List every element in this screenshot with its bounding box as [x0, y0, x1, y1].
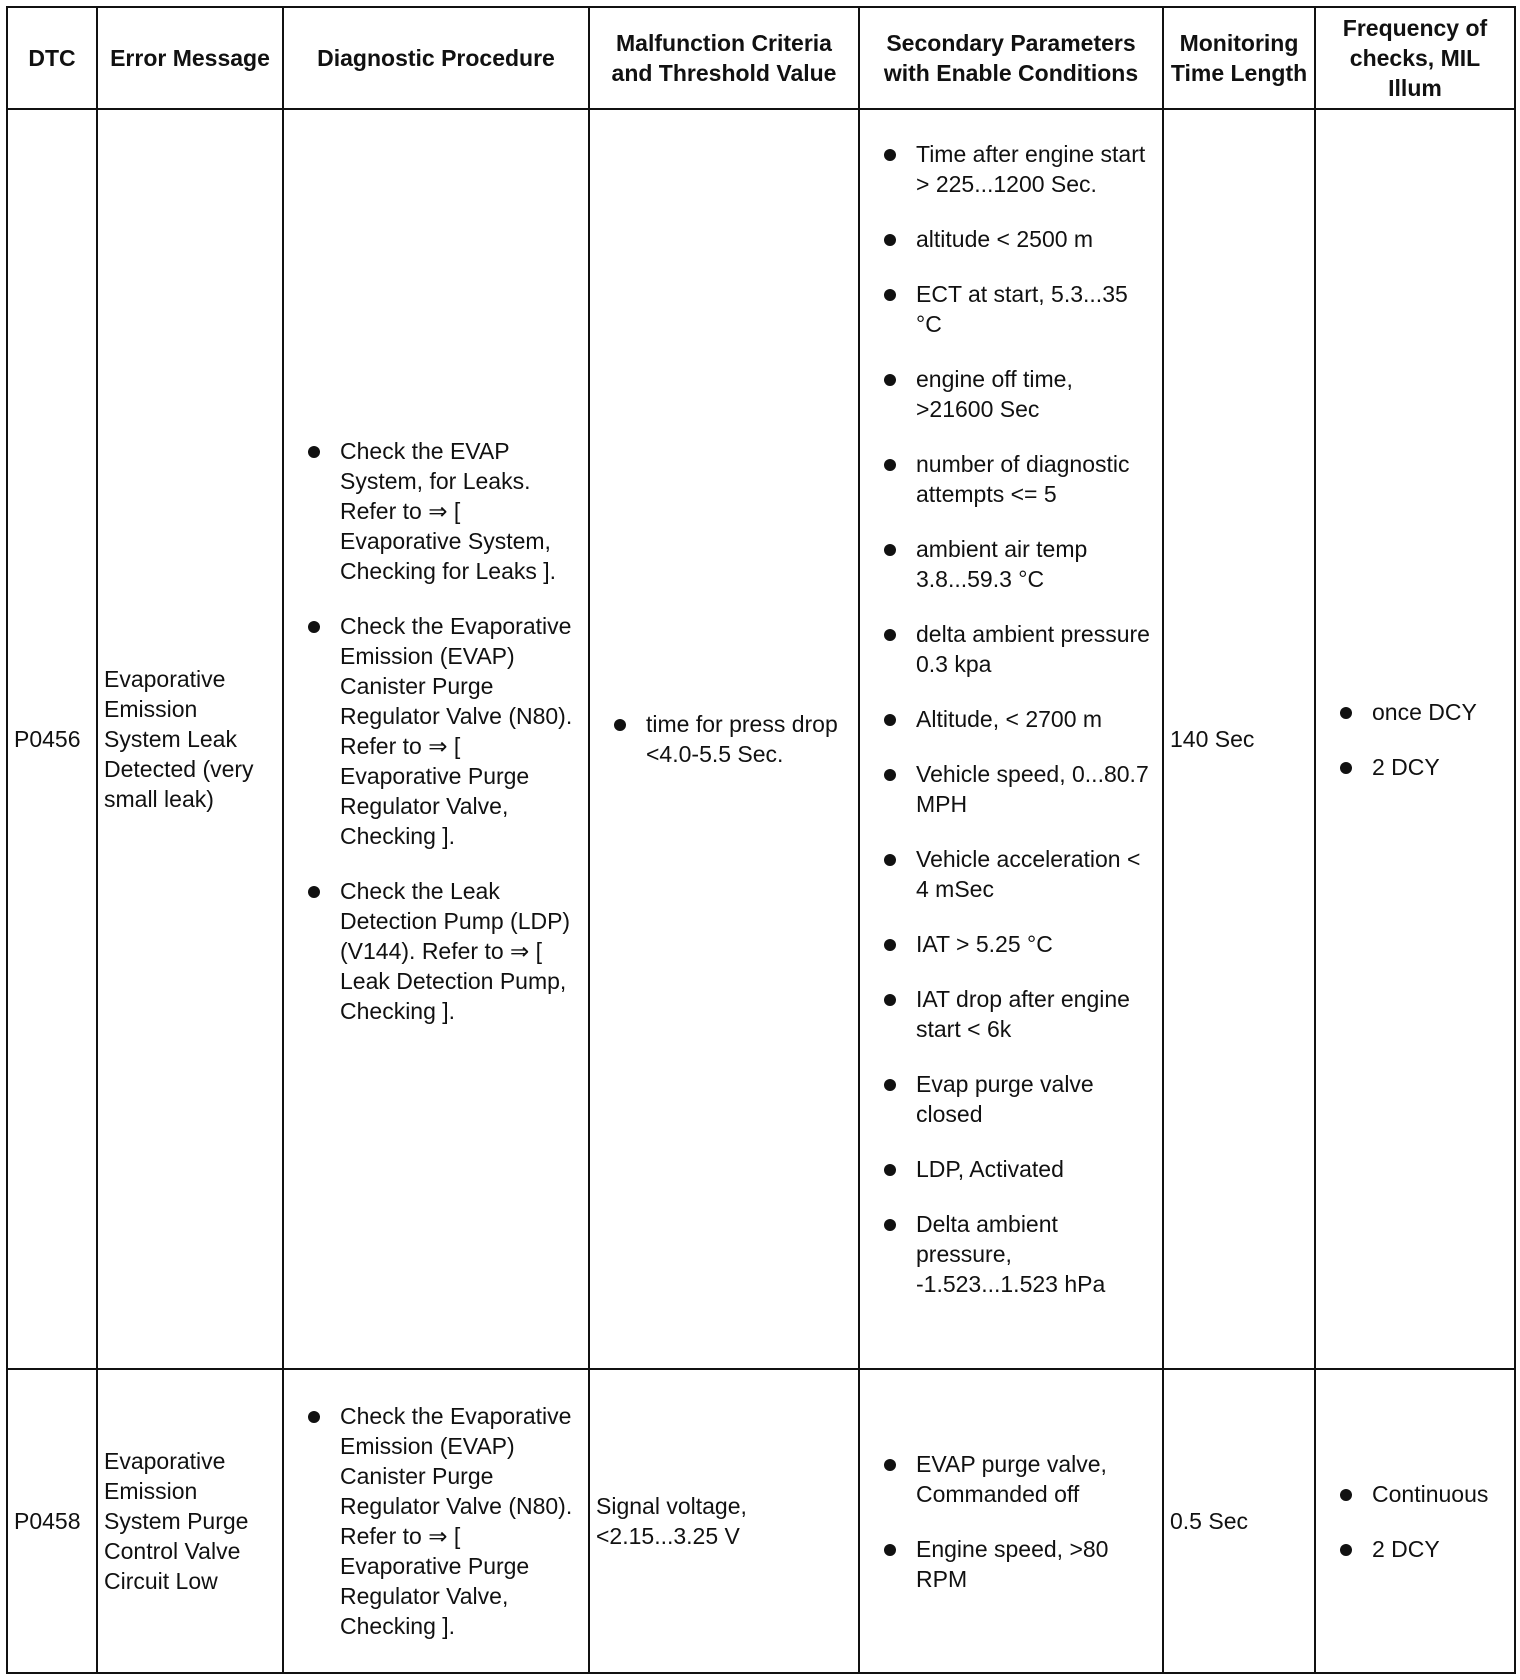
frequency [1315, 1369, 1515, 1673]
procedure-item: Check the Evaporative Emission (EVAP) Canister Purge Regulator Valve (N80). Refer to ⇒ [ Evaporative Purge Regulator Valve, Checking ]. [290, 611, 582, 851]
diagnostic-procedure [283, 109, 589, 1369]
diagnostic-procedure [283, 1369, 589, 1673]
header-dtc: DTC [7, 7, 97, 109]
secondary-item: Altitude, < 2700 m [866, 704, 1156, 734]
header-row [7, 7, 1515, 109]
monitoring-time: 0.5 Sec [1163, 1369, 1315, 1673]
criteria-item: time for press drop <4.0-5.5 Sec. [596, 709, 852, 769]
malfunction-criteria: Signal voltage, <2.15...3.25 V [589, 1369, 859, 1673]
frequency-item: 2 DCY [1322, 1534, 1508, 1564]
secondary-item: Evap purge valve closed [866, 1069, 1156, 1129]
header-malfunction-criteria: Malfunction Criteria and Threshold Value [589, 7, 859, 109]
procedure-item: Check the EVAP System, for Leaks. Refer to ⇒ [ Evaporative System, Checking for Leaks ]. [290, 436, 582, 586]
secondary-item: Vehicle acceleration < 4 mSec [866, 844, 1156, 904]
secondary-item: delta ambient pressure 0.3 kpa [866, 619, 1156, 679]
frequency [1315, 109, 1515, 1369]
secondary-item: ECT at start, 5.3...35 °C [866, 279, 1156, 339]
frequency-item: once DCY [1322, 697, 1508, 727]
secondary-parameters [859, 109, 1163, 1369]
secondary-item: Vehicle speed, 0...80.7 MPH [866, 759, 1156, 819]
dtc-code: P0458 [7, 1369, 97, 1673]
secondary-item: Engine speed, >80 RPM [866, 1534, 1156, 1594]
secondary-item: number of diagnostic attempts <= 5 [866, 449, 1156, 509]
error-message: Evaporative Emission System Leak Detected (very small leak) [97, 109, 283, 1369]
header-frequency: Frequency of checks, MIL Illum [1315, 7, 1515, 109]
secondary-item: Delta ambient pressure, -1.523...1.523 hPa [866, 1209, 1156, 1299]
frequency-item: Continuous [1322, 1479, 1508, 1509]
procedure-item: Check the Evaporative Emission (EVAP) Canister Purge Regulator Valve (N80). Refer to ⇒ [ Evaporative Purge Regulator Valve, Checking ]. [290, 1401, 582, 1641]
frequency-item: 2 DCY [1322, 752, 1508, 782]
monitoring-time: 140 Sec [1163, 109, 1315, 1369]
secondary-item: IAT drop after engine start < 6k [866, 984, 1156, 1044]
header-error-message: Error Message [97, 7, 283, 109]
procedure-item: Check the Leak Detection Pump (LDP) (V144). Refer to ⇒ [ Leak Detection Pump, Checking ]. [290, 876, 582, 1026]
header-monitoring-time: Monitoring Time Length [1163, 7, 1315, 109]
dtc-code: P0456 [7, 109, 97, 1369]
secondary-item: altitude < 2500 m [866, 224, 1156, 254]
secondary-item: IAT > 5.25 °C [866, 929, 1156, 959]
dtc-table [6, 6, 1516, 1674]
secondary-item: engine off time, >21600 Sec [866, 364, 1156, 424]
secondary-item: Time after engine start > 225...1200 Sec. [866, 139, 1156, 199]
secondary-item: ambient air temp 3.8...59.3 °C [866, 534, 1156, 594]
header-diagnostic-procedure: Diagnostic Procedure [283, 7, 589, 109]
table-row-p0456 [7, 109, 1515, 1369]
secondary-item: EVAP purge valve, Commanded off [866, 1449, 1156, 1509]
secondary-item: LDP, Activated [866, 1154, 1156, 1184]
table-row-p0458 [7, 1369, 1515, 1673]
malfunction-criteria [589, 109, 859, 1369]
error-message: Evaporative Emission System Purge Control Valve Circuit Low [97, 1369, 283, 1673]
header-secondary-parameters: Secondary Parameters with Enable Conditions [859, 7, 1163, 109]
secondary-parameters [859, 1369, 1163, 1673]
